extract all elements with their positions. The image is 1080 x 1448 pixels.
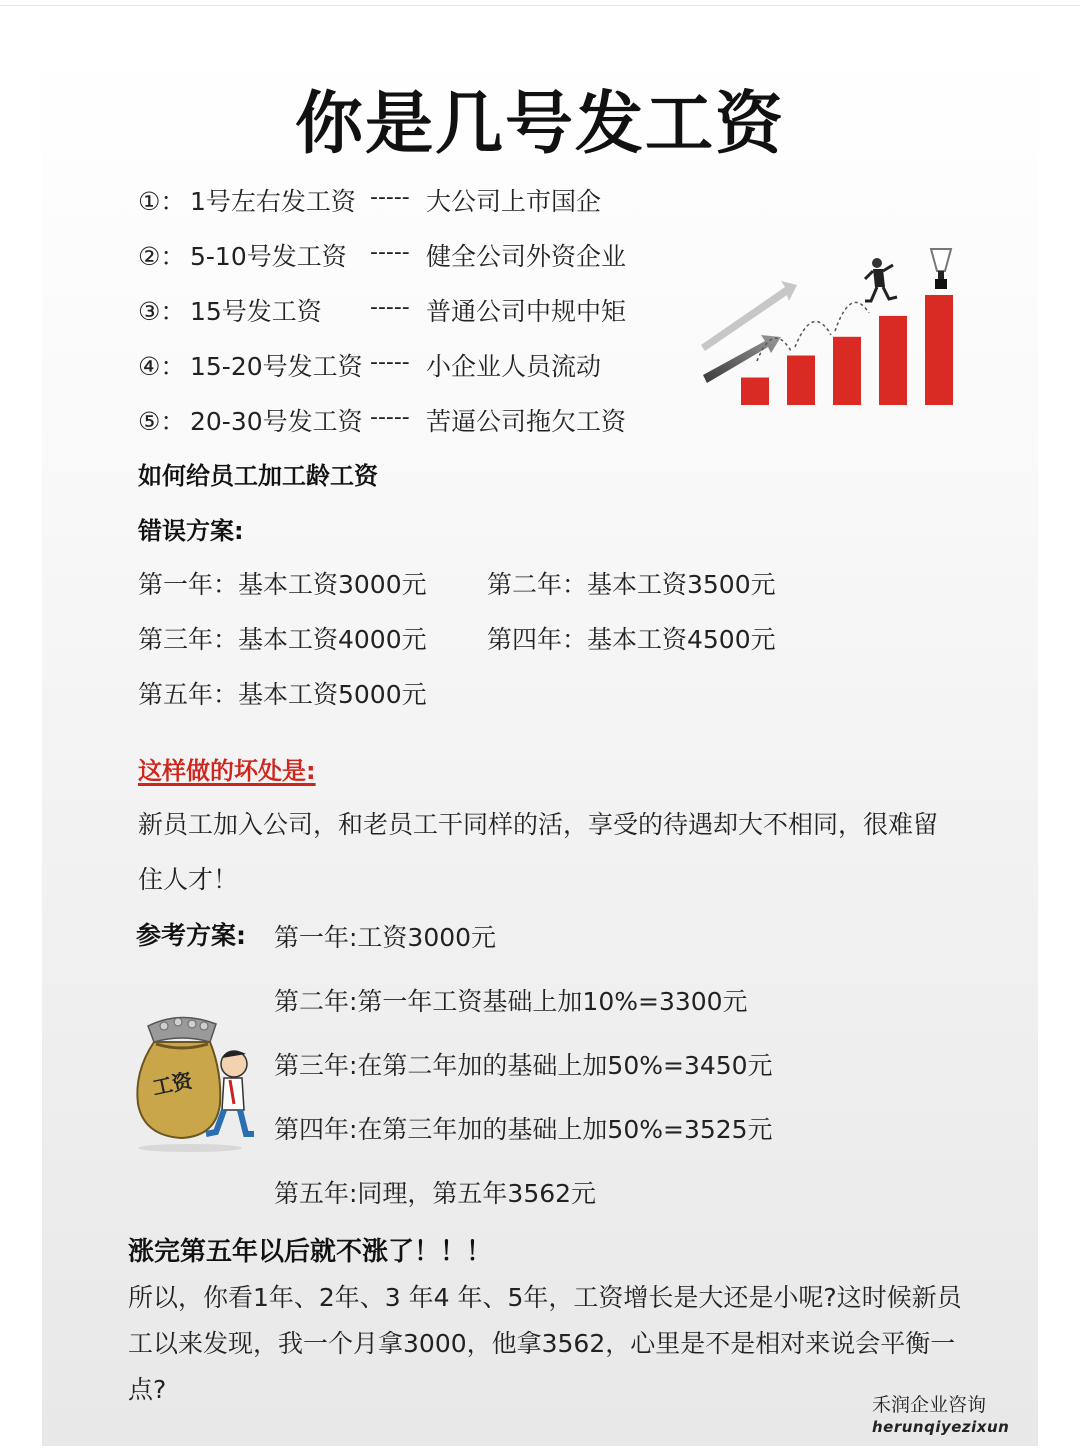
reference-plan-item: 第一年:工资3000元 <box>274 923 497 952</box>
payday-num-1: ①： <box>138 187 186 216</box>
money-bag-illustration <box>130 1012 255 1152</box>
bag-label: 工资 <box>150 1068 195 1100</box>
growth-bar <box>787 356 815 406</box>
payday-day-3: 15号发工资 <box>190 297 322 326</box>
conclusion-heading: 涨完第五年以后就不涨了！！！ <box>128 1237 493 1267</box>
growth-bar <box>741 378 769 406</box>
brand-pinyin: herunqiyezixun <box>872 1418 1010 1436</box>
payday-type-1: 大公司上市国企 <box>426 187 602 216</box>
wrong-plan-item: 第三年：基本工资4000元 <box>138 625 427 654</box>
lightbulb-icon <box>931 249 951 289</box>
growth-bar <box>879 316 907 405</box>
wrong-plan-item: 第一年：基本工资3000元 <box>138 570 427 599</box>
downside-text-line2: 住人才！ <box>138 865 239 894</box>
payday-num-3: ③： <box>138 297 186 326</box>
payday-dash-3: ----- <box>370 295 410 320</box>
conclusion-line3: 点? <box>128 1375 167 1404</box>
top-divider <box>0 5 1080 6</box>
wrong-plan-item: 第四年：基本工资4500元 <box>487 625 776 654</box>
payday-num-2: ②： <box>138 242 186 271</box>
page-title: 你是几号发工资 <box>294 85 785 164</box>
wrong-plan-item: 第二年：基本工资3500元 <box>487 570 776 599</box>
reference-plan-item: 第二年:第一年工资基础上加10%=3300元 <box>274 987 748 1016</box>
growth-bar <box>833 337 861 405</box>
payday-dash-1: ----- <box>370 185 410 210</box>
brand-name: 禾润企业咨询 <box>872 1394 987 1416</box>
section-heading: 如何给员工加工龄工资 <box>138 462 378 490</box>
reference-plan-item: 第三年:在第二年加的基础上加50%=3450元 <box>274 1051 773 1080</box>
payday-type-5: 苦逼公司拖欠工资 <box>426 407 627 436</box>
payday-type-2: 健全公司外资企业 <box>426 242 627 271</box>
payday-day-5: 20-30号发工资 <box>190 407 363 436</box>
payday-num-4: ④： <box>138 352 186 381</box>
growth-bar <box>925 295 953 405</box>
reference-plan-item: 第五年:同理，第五年3562元 <box>274 1179 597 1208</box>
payday-dash-4: ----- <box>370 350 410 375</box>
downside-text-line1: 新员工加入公司，和老员工干同样的活，享受的待遇却大不相同，很难留 <box>138 810 939 839</box>
payday-num-5: ⑤： <box>138 407 186 436</box>
businessman-figure <box>865 258 897 301</box>
payday-day-2: 5-10号发工资 <box>190 242 347 271</box>
reference-plan-item: 第四年:在第三年加的基础上加50%=3525元 <box>274 1115 773 1144</box>
payday-day-1: 1号左右发工资 <box>190 187 356 216</box>
conclusion-line1: 所以，你看1年、2年、3 年4 年、5年，工资增长是大还是小呢?这时候新员 <box>128 1283 962 1312</box>
payday-day-4: 15-20号发工资 <box>190 352 363 381</box>
reference-plan-label: 参考方案: <box>136 921 246 950</box>
payday-dash-2: ----- <box>370 240 410 265</box>
downside-heading: 这样做的坏处是: <box>138 757 316 785</box>
wrong-plan-label: 错误方案: <box>138 517 244 545</box>
conclusion-line2: 工以来发现，我一个月拿3000，他拿3562，心里是不是相对来说会平衡一 <box>128 1329 956 1358</box>
wrong-plan-item: 第五年：基本工资5000元 <box>138 680 427 709</box>
payday-type-4: 小企业人员流动 <box>426 352 602 381</box>
growth-chart-illustration <box>695 245 970 415</box>
payday-type-3: 普通公司中规中矩 <box>426 297 627 326</box>
payday-dash-5: ----- <box>370 405 410 430</box>
